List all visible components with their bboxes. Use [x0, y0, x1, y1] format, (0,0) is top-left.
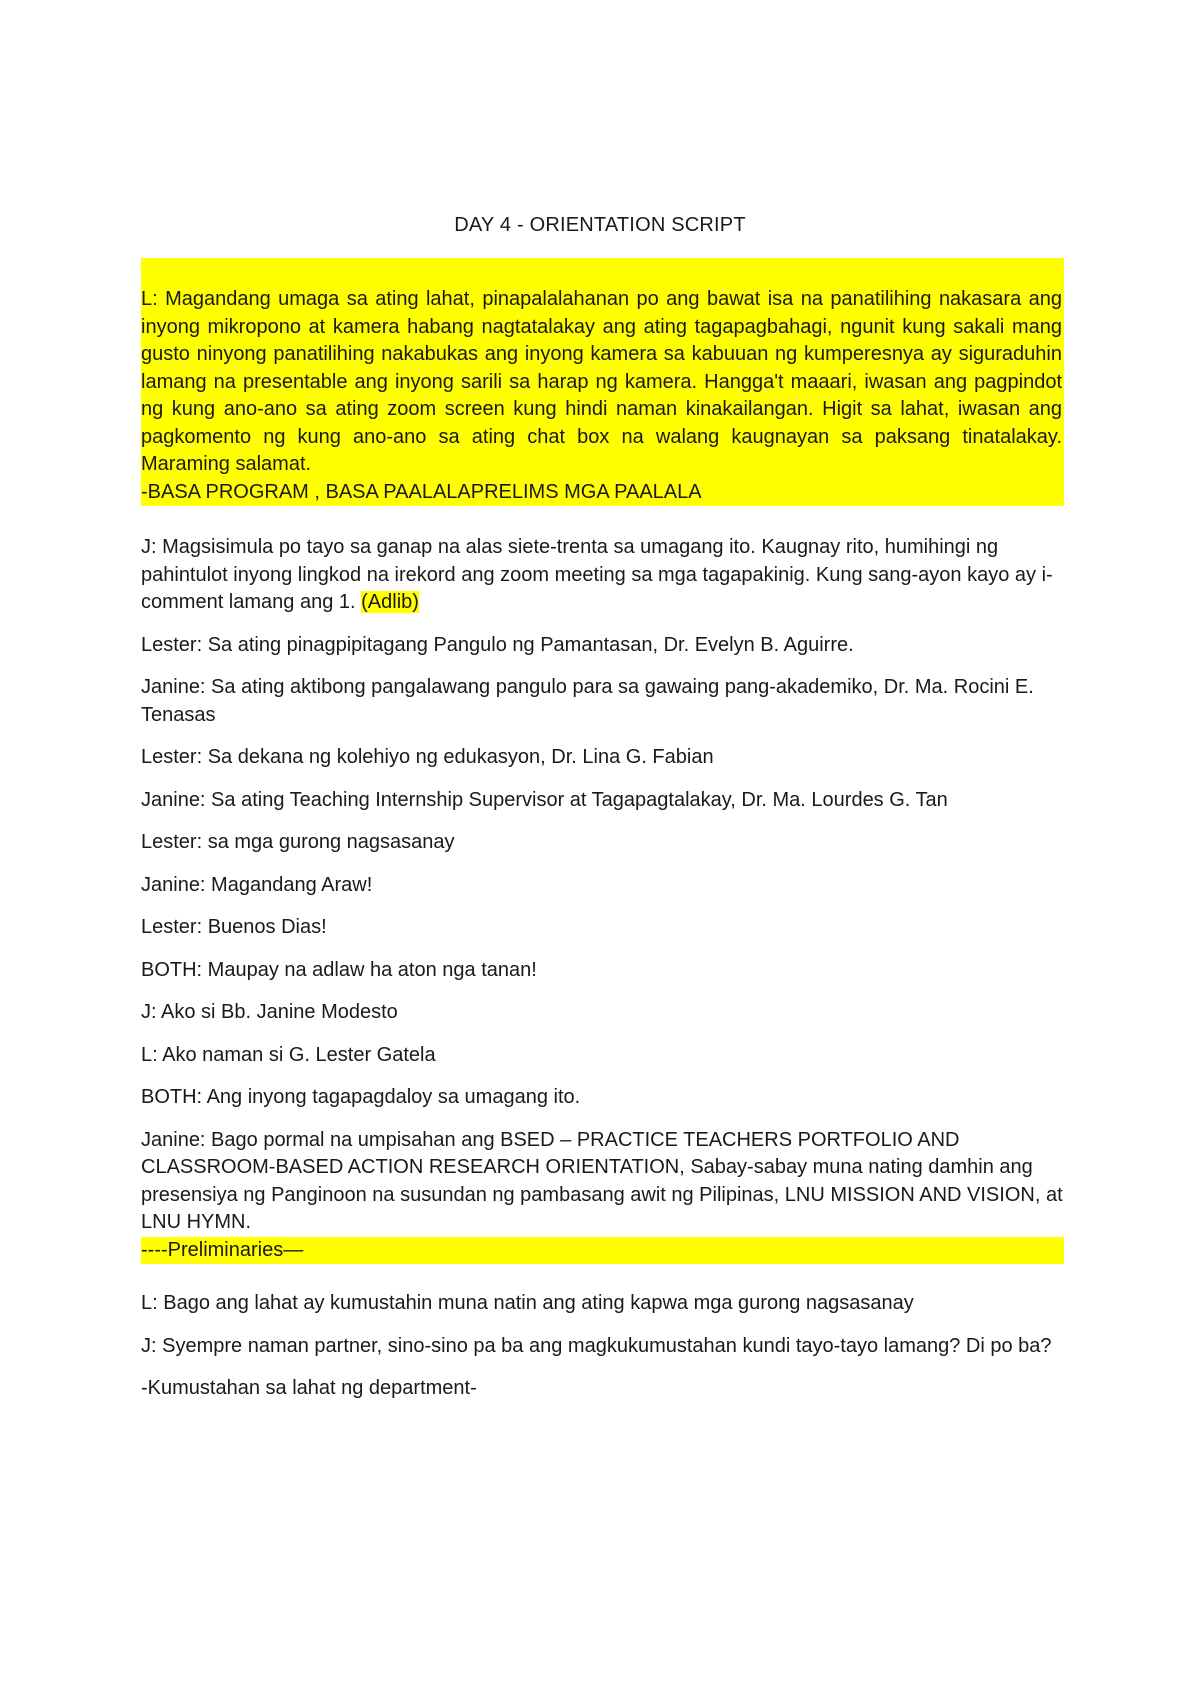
program-note: -BASA PROGRAM , BASA PAALALAPRELIMS MGA PAALALA — [141, 480, 702, 503]
script-line: Lester: sa mga gurong nagsasanay — [141, 831, 455, 853]
script-line: -Kumustahan sa lahat ng department- — [141, 1377, 477, 1399]
highlighted-reminder-block — [141, 258, 1064, 506]
highlight-spacer — [141, 258, 1064, 286]
script-line: J: Syempre naman partner, sino-sino pa ba ang magkukumustahan kundi tayo-tayo lamang? Di po ba? — [141, 1334, 1052, 1357]
script-line: Lester: Buenos Dias! — [141, 916, 327, 938]
script-line: BOTH: Maupay na adlaw ha aton nga tanan! — [141, 958, 537, 981]
preliminaries-note: ----Preliminaries— — [141, 1237, 1064, 1265]
script-lines-part2 — [141, 1290, 1064, 1403]
adlib-note: (Adlib) — [361, 591, 419, 613]
script-line: BOTH: Ang inyong tagapagdaloy sa umagang ito. — [141, 1086, 581, 1108]
spacer — [141, 506, 1064, 534]
script-line: Janine: Sa ating aktibong pangalawang pangulo para sa gawaing pang-akademiko, Dr. Ma. Rocini E. Tenasas — [141, 676, 1034, 726]
script-line: L: Bago ang lahat ay kumustahin muna natin ang ating kapwa mga gurong nagsasanay — [141, 1292, 914, 1314]
script-line: J: Ako si Bb. Janine Modesto — [141, 1001, 398, 1023]
document-title: DAY 4 - ORIENTATION SCRIPT — [454, 214, 746, 236]
opening-line: Janine: Bago pormal na umpisahan ang BSED – PRACTICE TEACHERS PORTFOLIO AND CLASSROOM-BASED ACTION RESEARCH ORIENTATION, Sabay-sabay muna nating damhin ang presensiya ng Panginoon na susundan ng pambasang awit ng Pilipinas, LNU MISSION AND VISION, at LNU HYMN. — [141, 1128, 1063, 1233]
script-line: L: Ako naman si G. Lester Gatela — [141, 1043, 436, 1066]
script-line: Lester: Sa ating pinagpipitagang Pangulo ng Pamantasan, Dr. Evelyn B. Aguirre. — [141, 633, 854, 656]
script-line: Lester: Sa dekana ng kolehiyo ng edukasyon, Dr. Lina G. Fabian — [141, 746, 714, 768]
script-line: Janine: Sa ating Teaching Internship Supervisor at Tagapagtalakay, Dr. Ma. Lourdes G. Tan — [141, 788, 948, 811]
script-lines-part1 — [141, 632, 1064, 1112]
reminder-paragraph: L: Magandang umaga sa ating lahat, pinapalalahanan po ang bawat isa na panatilihing nakasara ang inyong mikropono at kamera habang nagtatalakay ang ating tagapagbahagi, ngunit kung sakali mang gusto ninyong panatilihing nakabukas ang inyong kamera sa kabuuan ng kumperesnya ay siguraduhin lamang na presentable ang inyong sarili sa harap ng kamera. Hangga't maaari, iwasan ang pagpindot ng kung ano-ano sa ating zoom screen kung hindi naman kinakailangan. Higit sa lahat, iwasan ang pagkomento ng kung ano-ano sa ating chat box na walang kaugnayan sa paksang tinatalakay. Maraming salamat. — [141, 288, 1062, 475]
document-body — [141, 258, 1064, 1418]
script-line: Janine: Magandang Araw! — [141, 873, 373, 896]
recording-consent-text: J: Magsisimula po tayo sa ganap na alas siete-trenta sa umagang ito. Kaugnay rito, humihingi ng pahintulot inyong lingkod na irekord ang zoom meeting sa mga tagapakinig. Kung sang-ayon kayo ay i-comment lamang ang 1. — [141, 536, 1053, 613]
recording-consent-line — [141, 534, 1064, 617]
